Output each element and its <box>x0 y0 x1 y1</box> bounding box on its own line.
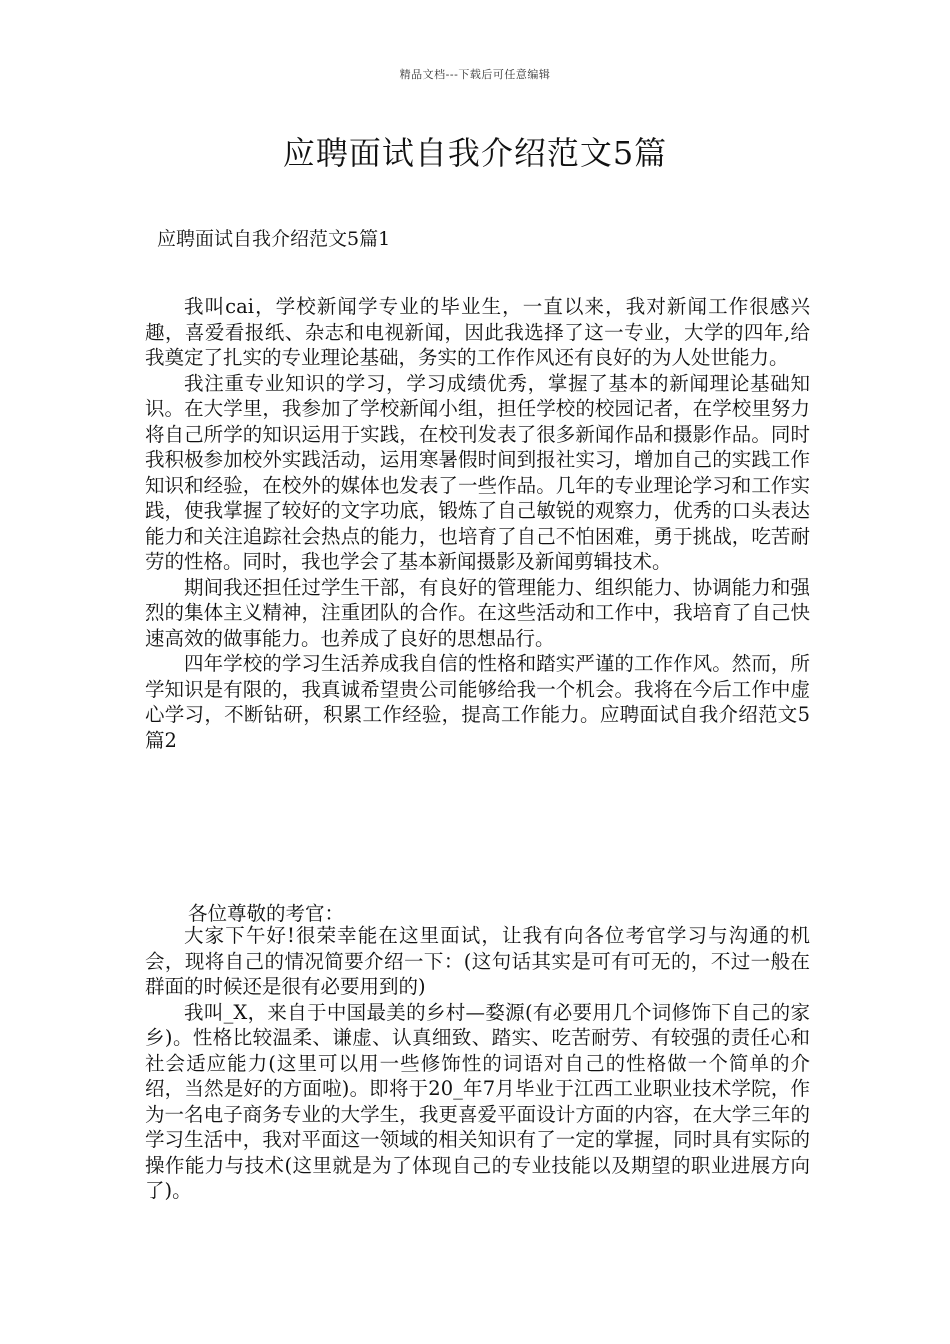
section-1-heading: 应聘面试自我介绍范文5篇1 <box>157 228 391 250</box>
paragraph: 期间我还担任过学生干部，有良好的管理能力、组织能力、协调能力和强烈的集体主义精神，注重团队的合作。在这些活动和工作中，我培育了自己快速高效的做事能力。也养成了良好的思想品行。 <box>145 575 810 650</box>
section-2-body <box>145 923 810 1204</box>
document-title: 应聘面试自我介绍范文5篇 <box>282 134 668 172</box>
paragraph: 我叫_X，来自于中国最美的乡村—婺源(有必要用几个词修饰下自己的家乡)。性格比较温柔、谦虚、认真细致、踏实、吃苦耐劳、有较强的责任心和社会适应能力(这里可以用一些修饰性的词语对自己的性格做一个简单的介绍，当然是好的方面啦)。即将于20_年7月毕业于江西工业职业技术学院，作为一名电子商务专业的大学生，我更喜爱平面设计方面的内容，在大学三年的学习生活中，我对平面这一领域的相关知识有了一定的掌握，同时具有实际的操作能力与技术(这里就是为了体现自己的专业技能以及期望的职业进展方向了)。 <box>145 1000 810 1202</box>
section-2-greeting: 各位尊敬的考官： <box>188 902 345 925</box>
paragraph: 大家下午好!很荣幸能在这里面试，让我有向各位考官学习与沟通的机会，现将自己的情况简要介绍一下：(这句话其实是可有可无的，不过一般在群面的时候还是很有必要用到的) <box>145 924 810 998</box>
paragraph: 我注重专业知识的学习，学习成绩优秀，掌握了基本的新闻理论基础知识。在大学里，我参加了学校新闻小组，担任学校的校园记者，在学校里努力将自己所学的知识运用于实践，在校刊发表了很多新闻作品和摄影作品。同时我积极参加校外实践活动，运用寒暑假时间到报社实习，增加自己的实践工作知识和经验，在校外的媒体也发表了一些作品。几年的专业理论学习和工作实践，使我掌握了较好的文字功底，锻炼了自己敏锐的观察力，优秀的口头表达能力和关注追踪社会热点的能力，也培育了自己不怕困难，勇于挑战，吃苦耐劳的性格。同时，我也学会了基本新闻摄影及新闻剪辑技术。 <box>145 371 810 573</box>
page-header-note: 精品文档---下载后可任意编辑 <box>399 68 551 81</box>
paragraph: 四年学校的学习生活养成我自信的性格和踏实严谨的工作作风。然而，所学知识是有限的，我真诚希望贵公司能够给我一个机会。我将在今后工作中虚心学习，不断钻研，积累工作经验，提高工作能力。应聘面试自我介绍范文5篇2 <box>145 652 810 752</box>
paragraph: 我叫cai，学校新闻学专业的毕业生，一直以来，我对新闻工作很感兴趣，喜爱看报纸、杂志和电视新闻，因此我选择了这一专业，大学的四年,给我奠定了扎实的专业理论基础，务实的工作作风还有良好的为人处世能力。 <box>145 295 810 369</box>
section-1-body <box>145 294 810 753</box>
